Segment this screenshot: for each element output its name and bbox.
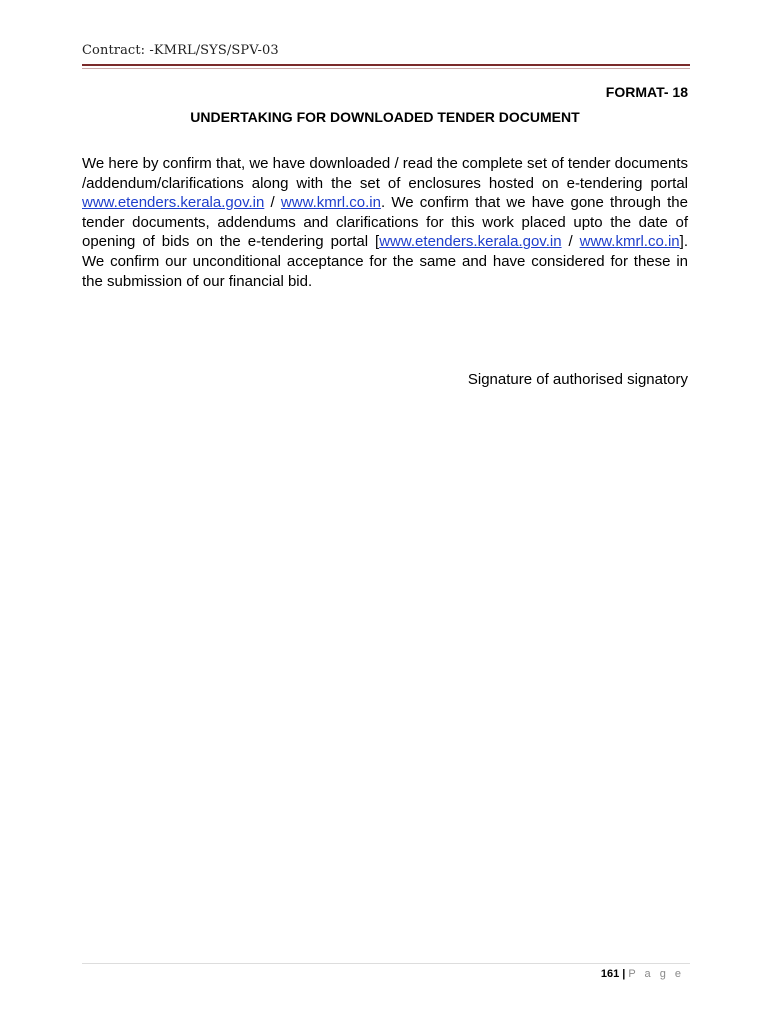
signature-label: Signature of authorised signatory [467,371,688,388]
paragraph-text-2: / [264,194,281,212]
paragraph-text-5: ]. We confirm our unconditional acceptance for the same and have considered for these in the submission of our financial bid. [82,233,688,290]
etenders-link[interactable]: www.etenders.kerala.gov.in [82,194,265,212]
header-contract-ref: Contract: -KMRL/SYS/SPV-03 [82,43,279,58]
kmrl-link[interactable]: www.kmrl.co.in [280,194,381,212]
kmrl-link-2[interactable]: www.kmrl.co.in [579,233,680,251]
page-footer [601,968,684,980]
footer-separator: | [622,968,626,980]
undertaking-paragraph [82,154,688,291]
format-label: FORMAT- 18 [605,84,688,100]
page-title: UNDERTAKING FOR DOWNLOADED TENDER DOCUMENT [190,109,580,125]
etenders-link-2[interactable]: www.etenders.kerala.gov.in [379,233,562,251]
paragraph-text-3: . We confirm that we have gone through the tender documents, addendums and clarifications for this work placed upto the date of opening of bids on the e-tendering portal [ [82,194,688,251]
footer-divider [82,963,690,964]
header-divider [82,64,690,66]
page-word: P a g e [628,968,684,980]
paragraph-text-1: We here by confirm that, we have downloaded / read the complete set of tender documents /addendum/clarifications along with the set of enclosures hosted on e-tendering portal [82,155,688,192]
page-number: 161 [600,968,620,980]
header-divider-thin [82,68,690,69]
paragraph-text-4: / [561,233,580,251]
